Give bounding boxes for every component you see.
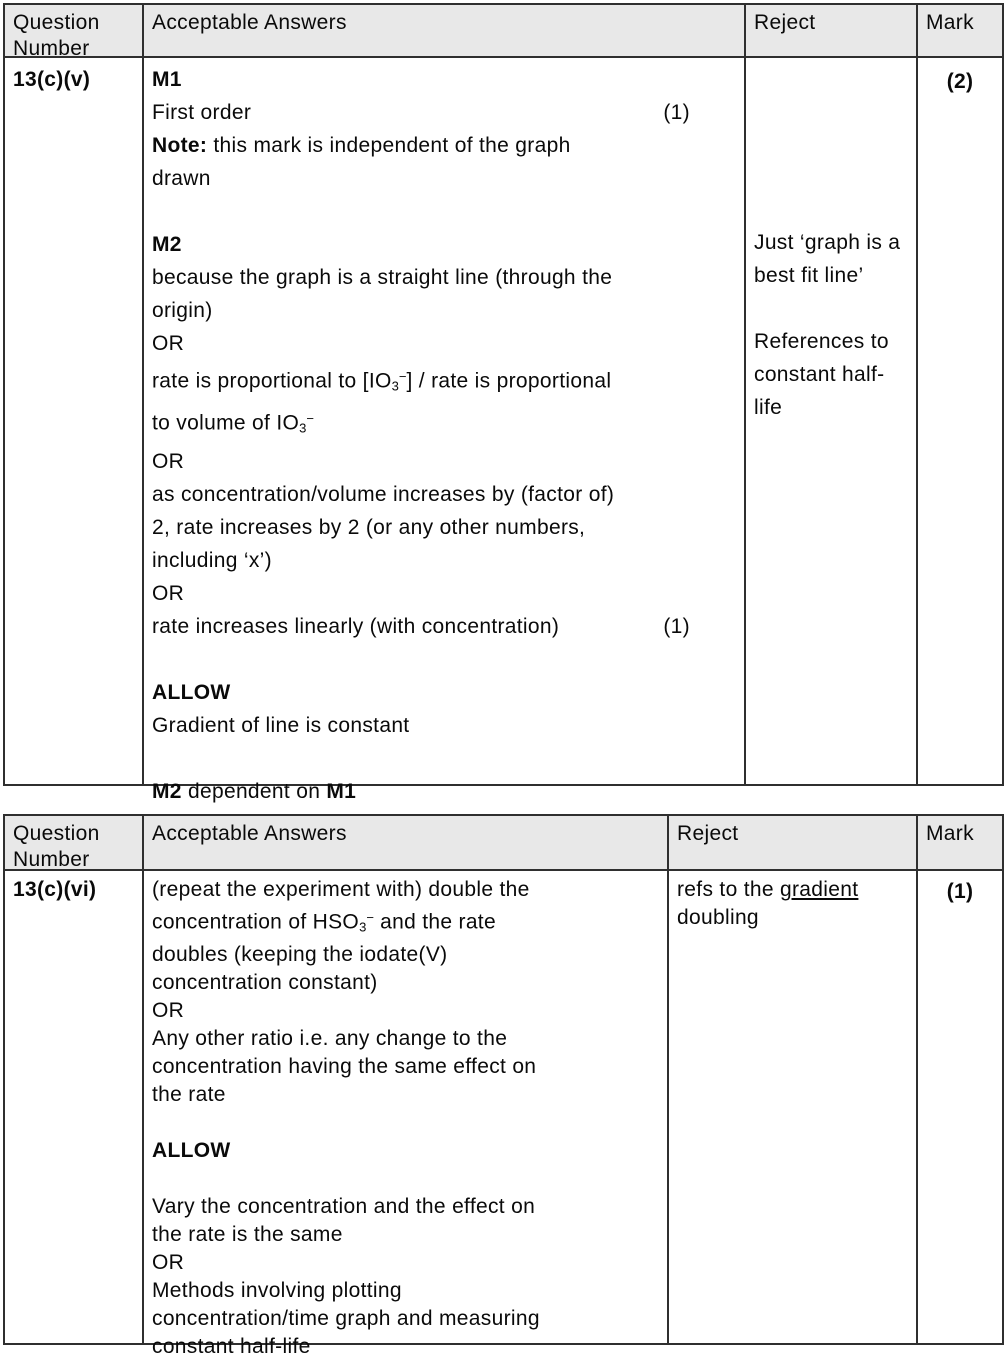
header-reject: Reject [746, 5, 918, 58]
text-line: concentration having the same effect on [152, 1055, 537, 1079]
text-line: Gradient of line is constant [152, 713, 410, 737]
text-paragraph: refs to the gradient doubling [677, 878, 859, 929]
question-number: 13(c)(vi) [5, 871, 144, 1343]
text-line: rate increases linearly (with concentration) (1) [152, 610, 736, 643]
acceptable-answers-cell [144, 871, 669, 1359]
text-line: rate is proportional to [IO3−] / rate is proportional [152, 369, 612, 394]
text-line: M2 [152, 233, 182, 256]
text-line: constant half-life [152, 1335, 311, 1359]
text-line: (repeat the experiment with) double the [152, 878, 530, 901]
header-mark: Mark [918, 5, 1002, 58]
text-line: including ‘x’) [152, 548, 272, 572]
question-number: 13(c)(v) [5, 58, 144, 784]
text-line: OR [152, 581, 185, 605]
text-line: Note: this mark is independent of the graph [152, 134, 571, 157]
table-body-row [5, 58, 1002, 803]
text-line: as concentration/volume increases by (factor of) [152, 482, 615, 506]
text-line: ALLOW [152, 1139, 231, 1163]
text-line: ALLOW [152, 680, 231, 704]
mark-cell: (2) [946, 70, 974, 93]
text-line: the rate is the same [152, 1223, 343, 1247]
header-acceptable-answers: Acceptable Answers [144, 816, 669, 871]
mark-cell: (1) [946, 880, 974, 903]
text-line: drawn [152, 167, 211, 190]
text-line: concentration/time graph and measuring [152, 1307, 540, 1331]
text-line: concentration constant) [152, 971, 378, 995]
text-line: concentration of HSO3− and the rate [152, 910, 496, 935]
text-line [152, 1109, 659, 1137]
text-line: OR [152, 999, 185, 1023]
line-mark: (1) [663, 101, 690, 124]
text-line: Any other ratio i.e. any change to the [152, 1027, 508, 1051]
text-paragraph: Just ‘graph is a best fit line’ [754, 231, 901, 287]
text-line: doubles (keeping the iodate(V) [152, 943, 448, 967]
text-paragraph: References to constant half-life [754, 330, 889, 419]
text-line: the rate [152, 1083, 226, 1107]
mark-scheme-table-13cvi [3, 814, 1004, 1359]
header-question-number: Question Number [5, 816, 144, 871]
text-line: M1 [152, 68, 182, 91]
line-mark: (1) [663, 614, 690, 638]
header-question-number: Question Number [5, 5, 144, 58]
text-line: 2, rate increases by 2 (or any other numbers, [152, 515, 586, 539]
text-line [152, 643, 736, 676]
text-line: M2 dependent on M1 [152, 779, 357, 803]
header-acceptable-answers: Acceptable Answers [144, 5, 746, 58]
text-line: Methods involving plotting [152, 1279, 402, 1303]
text-line [152, 195, 736, 228]
table-body-row [5, 871, 1002, 1359]
reject-cell [746, 58, 918, 784]
text-line [152, 742, 736, 775]
reject-cell [669, 871, 918, 1343]
text-line: First order (1) [152, 96, 736, 129]
text-line [152, 1165, 659, 1193]
table-header-row [5, 816, 1002, 871]
text-line: origin) [152, 299, 213, 322]
table-header-row [5, 5, 1002, 58]
text-line: OR [152, 332, 185, 355]
text-line: OR [152, 449, 185, 473]
text-line: to volume of IO3− [152, 411, 314, 436]
mark-scheme-table-13cv [3, 3, 1004, 803]
header-mark: Mark [918, 816, 1002, 871]
text-line: Vary the concentration and the effect on [152, 1195, 536, 1219]
header-reject: Reject [669, 816, 918, 871]
acceptable-answers-cell [144, 58, 746, 803]
text-line: because the graph is a straight line (through the [152, 266, 613, 289]
text-line: OR [152, 1251, 185, 1275]
